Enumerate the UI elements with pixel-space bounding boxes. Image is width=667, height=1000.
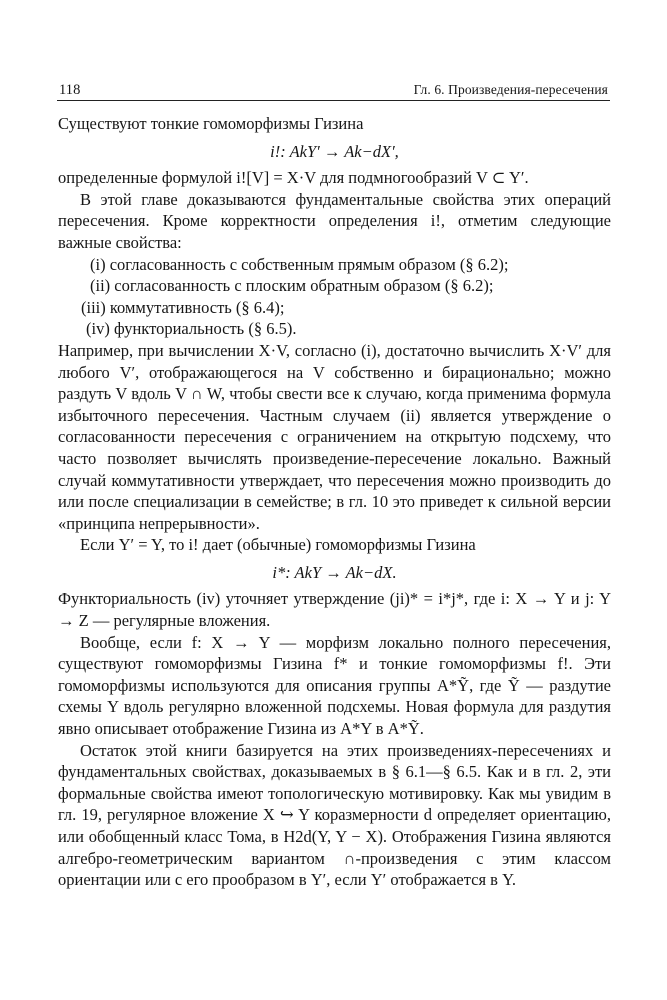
paragraph-definition: определенные формулой i![V] = X·V для подмногообразий V ⊂ Y′. xyxy=(58,168,529,188)
page-number: 118 xyxy=(59,82,81,98)
paragraph-example: Например, при вычислении X·V, согласно (i), достаточно вычислить X·V′ для любого V′, отображающегося на V собственно и бирационально; можно раздуть V вдоль V ∩ W, чтобы свести все к случаю, когда применима формула избыточного пересечения. Частным случаем (ii) является утверждение о согласованности пересечения с ограничением на открытую подсхему, что часто позволяет вычислять произведение-пересечение локально. Важный случай коммутативности утверждает, что пересечения можно производить до или после специализации в семействе; в гл. 10 это приведет к сильной версии «принципа непрерывности». xyxy=(58,340,611,533)
chapter-title: Гл. 6. Произведения-пересечения xyxy=(413,82,608,97)
formula-ordinary-gysin: i*: AkY → Ak−dX. xyxy=(272,562,397,582)
running-head xyxy=(57,80,610,101)
property-item: (iv) функториальность (§ 6.5). xyxy=(86,319,297,339)
paragraph-functoriality: Функториальность (iv) уточняет утверждение (ji)* = i*j*, где i: X → Y и j: Y → Z — регулярные вложения. xyxy=(58,589,611,631)
property-item: (iii) коммутативность (§ 6.4); xyxy=(81,297,285,317)
paragraph-lci-morphism: Вообще, если f: X → Y — морфизм локально полного пересечения, существуют гомоморфизмы Гизина f* и тонкие гомоморфизмы f!. Эти гомоморфизмы используются для описания группы A*Ỹ, где Ỹ — раздутие схемы Y вдоль регулярно вложенной подсхемы. Новая формула для раздутия явно описывает отображение Гизина из A*Y в A*Ỹ. xyxy=(58,632,611,739)
paragraph-chapter-overview: В этой главе доказываются фундаментальные свойства этих операций пересечения. Кроме корректности определения i!, отметим следующие важные свойства: xyxy=(58,189,611,252)
paragraph-gysin-intro: Существуют тонкие гомоморфизмы Гизина xyxy=(58,114,364,133)
formula-refined-gysin: i!: AkY′ → Ak−dX′, xyxy=(270,141,399,161)
paragraph-remainder: Остаток этой книги базируется на этих произведениях-пересечениях и фундаментальных свойствах, доказываемых в § 6.1—§ 6.5. Как и в гл. 2, эти формальные свойства имеют топологическую мотивировку. Как мы увидим в гл. 19, регулярное вложение X ↪ Y коразмерности d определяет ориентацию, или обобщенный класс Тома, в H2d(Y, Y − X). Отображения Гизина являются алгебро-геометрическим вариантом ∩-произведения с этим классом ориентации или с его прообразом в Y′, если Y′ отображается в Y. xyxy=(58,740,611,890)
paragraph-ordinary-gysin: Если Y′ = Y, то i! дает (обычные) гомоморфизмы Гизина xyxy=(80,535,476,555)
body-text xyxy=(58,113,611,891)
property-item: (ii) согласованность с плоским обратным образом (§ 6.2); xyxy=(90,276,494,296)
property-item: (i) согласованность с собственным прямым образом (§ 6.2); xyxy=(90,254,509,274)
